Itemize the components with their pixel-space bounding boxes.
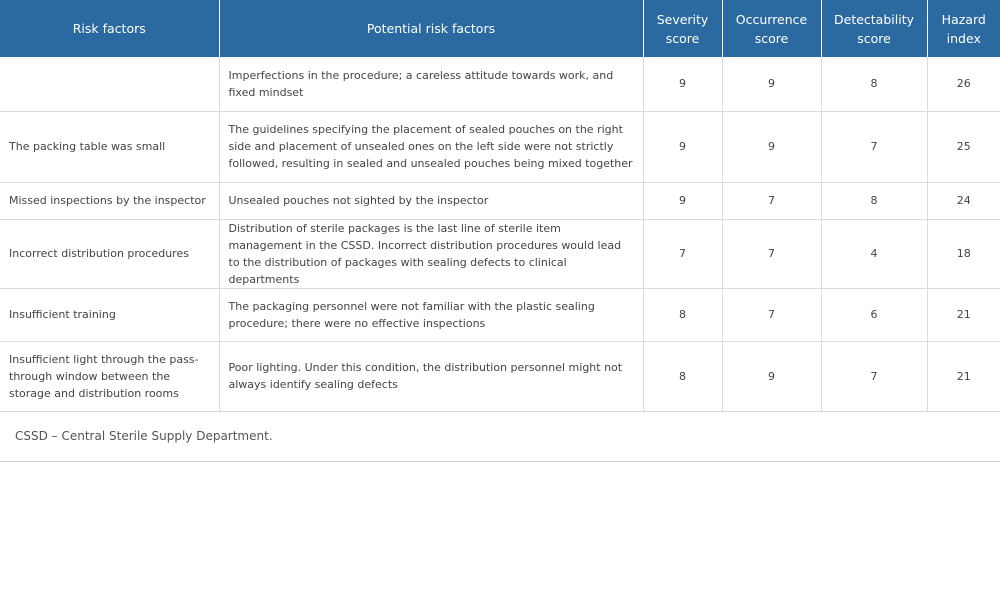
- header-severity-line2: score: [665, 30, 700, 46]
- cell-hazard-index: 26: [927, 57, 1000, 111]
- table-row: [0, 182, 1000, 219]
- cell-occurrence: 9: [722, 57, 821, 111]
- cell-severity: 8: [643, 288, 722, 341]
- table-row: [0, 111, 1000, 182]
- table-footnote: CSSD – Central Sterile Supply Department.: [0, 412, 1000, 462]
- cell-hazard-index: 21: [927, 341, 1000, 411]
- header-severity-score: [643, 0, 722, 57]
- cell-hazard-index: 24: [927, 182, 1000, 219]
- cell-detectability: 8: [821, 57, 927, 111]
- cell-risk-factor: Missed inspections by the inspector: [0, 182, 219, 219]
- header-severity-line1: Severity: [656, 11, 709, 27]
- header-detectability-line2: score: [857, 30, 891, 46]
- cell-detectability: 8: [821, 182, 927, 219]
- header-hazard-index: [927, 0, 1000, 57]
- cell-severity: 9: [643, 182, 722, 219]
- cell-occurrence: 7: [722, 182, 821, 219]
- cell-occurrence: 7: [722, 288, 821, 341]
- cell-severity: 9: [643, 111, 722, 182]
- header-potential-risk-factors: Potential risk factors: [219, 0, 643, 57]
- table-body: [0, 57, 1000, 411]
- cell-potential-risk: The packaging personnel were not familiar with the plastic sealing procedure; there were no effective inspections: [219, 288, 643, 341]
- cell-potential-risk: The guidelines specifying the placement of sealed pouches on the right side and placement of unsealed ones on the left side were not strictly followed, resulting in sealed and unsealed pouches being mixed together: [219, 111, 643, 182]
- header-risk-factors: Risk factors: [0, 0, 219, 57]
- cell-risk-factor: The packing table was small: [0, 111, 219, 182]
- header-occurrence-line1: Occurrence: [735, 11, 808, 27]
- cell-risk-factor: Insufficient light through the pass-through window between the storage and distribution rooms: [0, 341, 219, 411]
- cell-hazard-index: 21: [927, 288, 1000, 341]
- cell-risk-factor: [0, 57, 219, 111]
- cell-hazard-index: 18: [927, 219, 1000, 288]
- cell-detectability: 6: [821, 288, 927, 341]
- cell-detectability: 4: [821, 219, 927, 288]
- table-row: [0, 219, 1000, 288]
- table-row: [0, 57, 1000, 111]
- header-row: [0, 0, 1000, 57]
- cell-potential-risk: Poor lighting. Under this condition, the distribution personnel might not always identify sealing defects: [219, 341, 643, 411]
- header-detectability-score: [821, 0, 927, 57]
- header-occurrence-line2: score: [754, 30, 789, 46]
- cell-risk-factor: Incorrect distribution procedures: [0, 219, 219, 288]
- table-row: [0, 341, 1000, 411]
- cell-detectability: 7: [821, 341, 927, 411]
- cell-severity: 9: [643, 57, 722, 111]
- header-detectability-line1: Detectability: [834, 11, 914, 27]
- cell-hazard-index: 25: [927, 111, 1000, 182]
- cell-risk-factor: Insufficient training: [0, 288, 219, 341]
- table-header: [0, 0, 1000, 57]
- cell-severity: 7: [643, 219, 722, 288]
- cell-severity: 8: [643, 341, 722, 411]
- header-hazard-line2: index: [946, 30, 981, 46]
- cell-potential-risk: Unsealed pouches not sighted by the inspector: [219, 182, 643, 219]
- header-hazard-line1: Hazard: [941, 11, 986, 27]
- cell-occurrence: 9: [722, 111, 821, 182]
- cell-potential-risk: Distribution of sterile packages is the last line of sterile item management in the CSSD. Incorrect distribution procedures would lead to the distribution of packages with sealing defects to clinical departments: [219, 219, 643, 288]
- cell-occurrence: 9: [722, 341, 821, 411]
- cell-detectability: 7: [821, 111, 927, 182]
- table-row: [0, 288, 1000, 341]
- cell-potential-risk: Imperfections in the procedure; a careless attitude towards work, and fixed mindset: [219, 57, 643, 111]
- header-occurrence-score: [722, 0, 821, 57]
- cell-occurrence: 7: [722, 219, 821, 288]
